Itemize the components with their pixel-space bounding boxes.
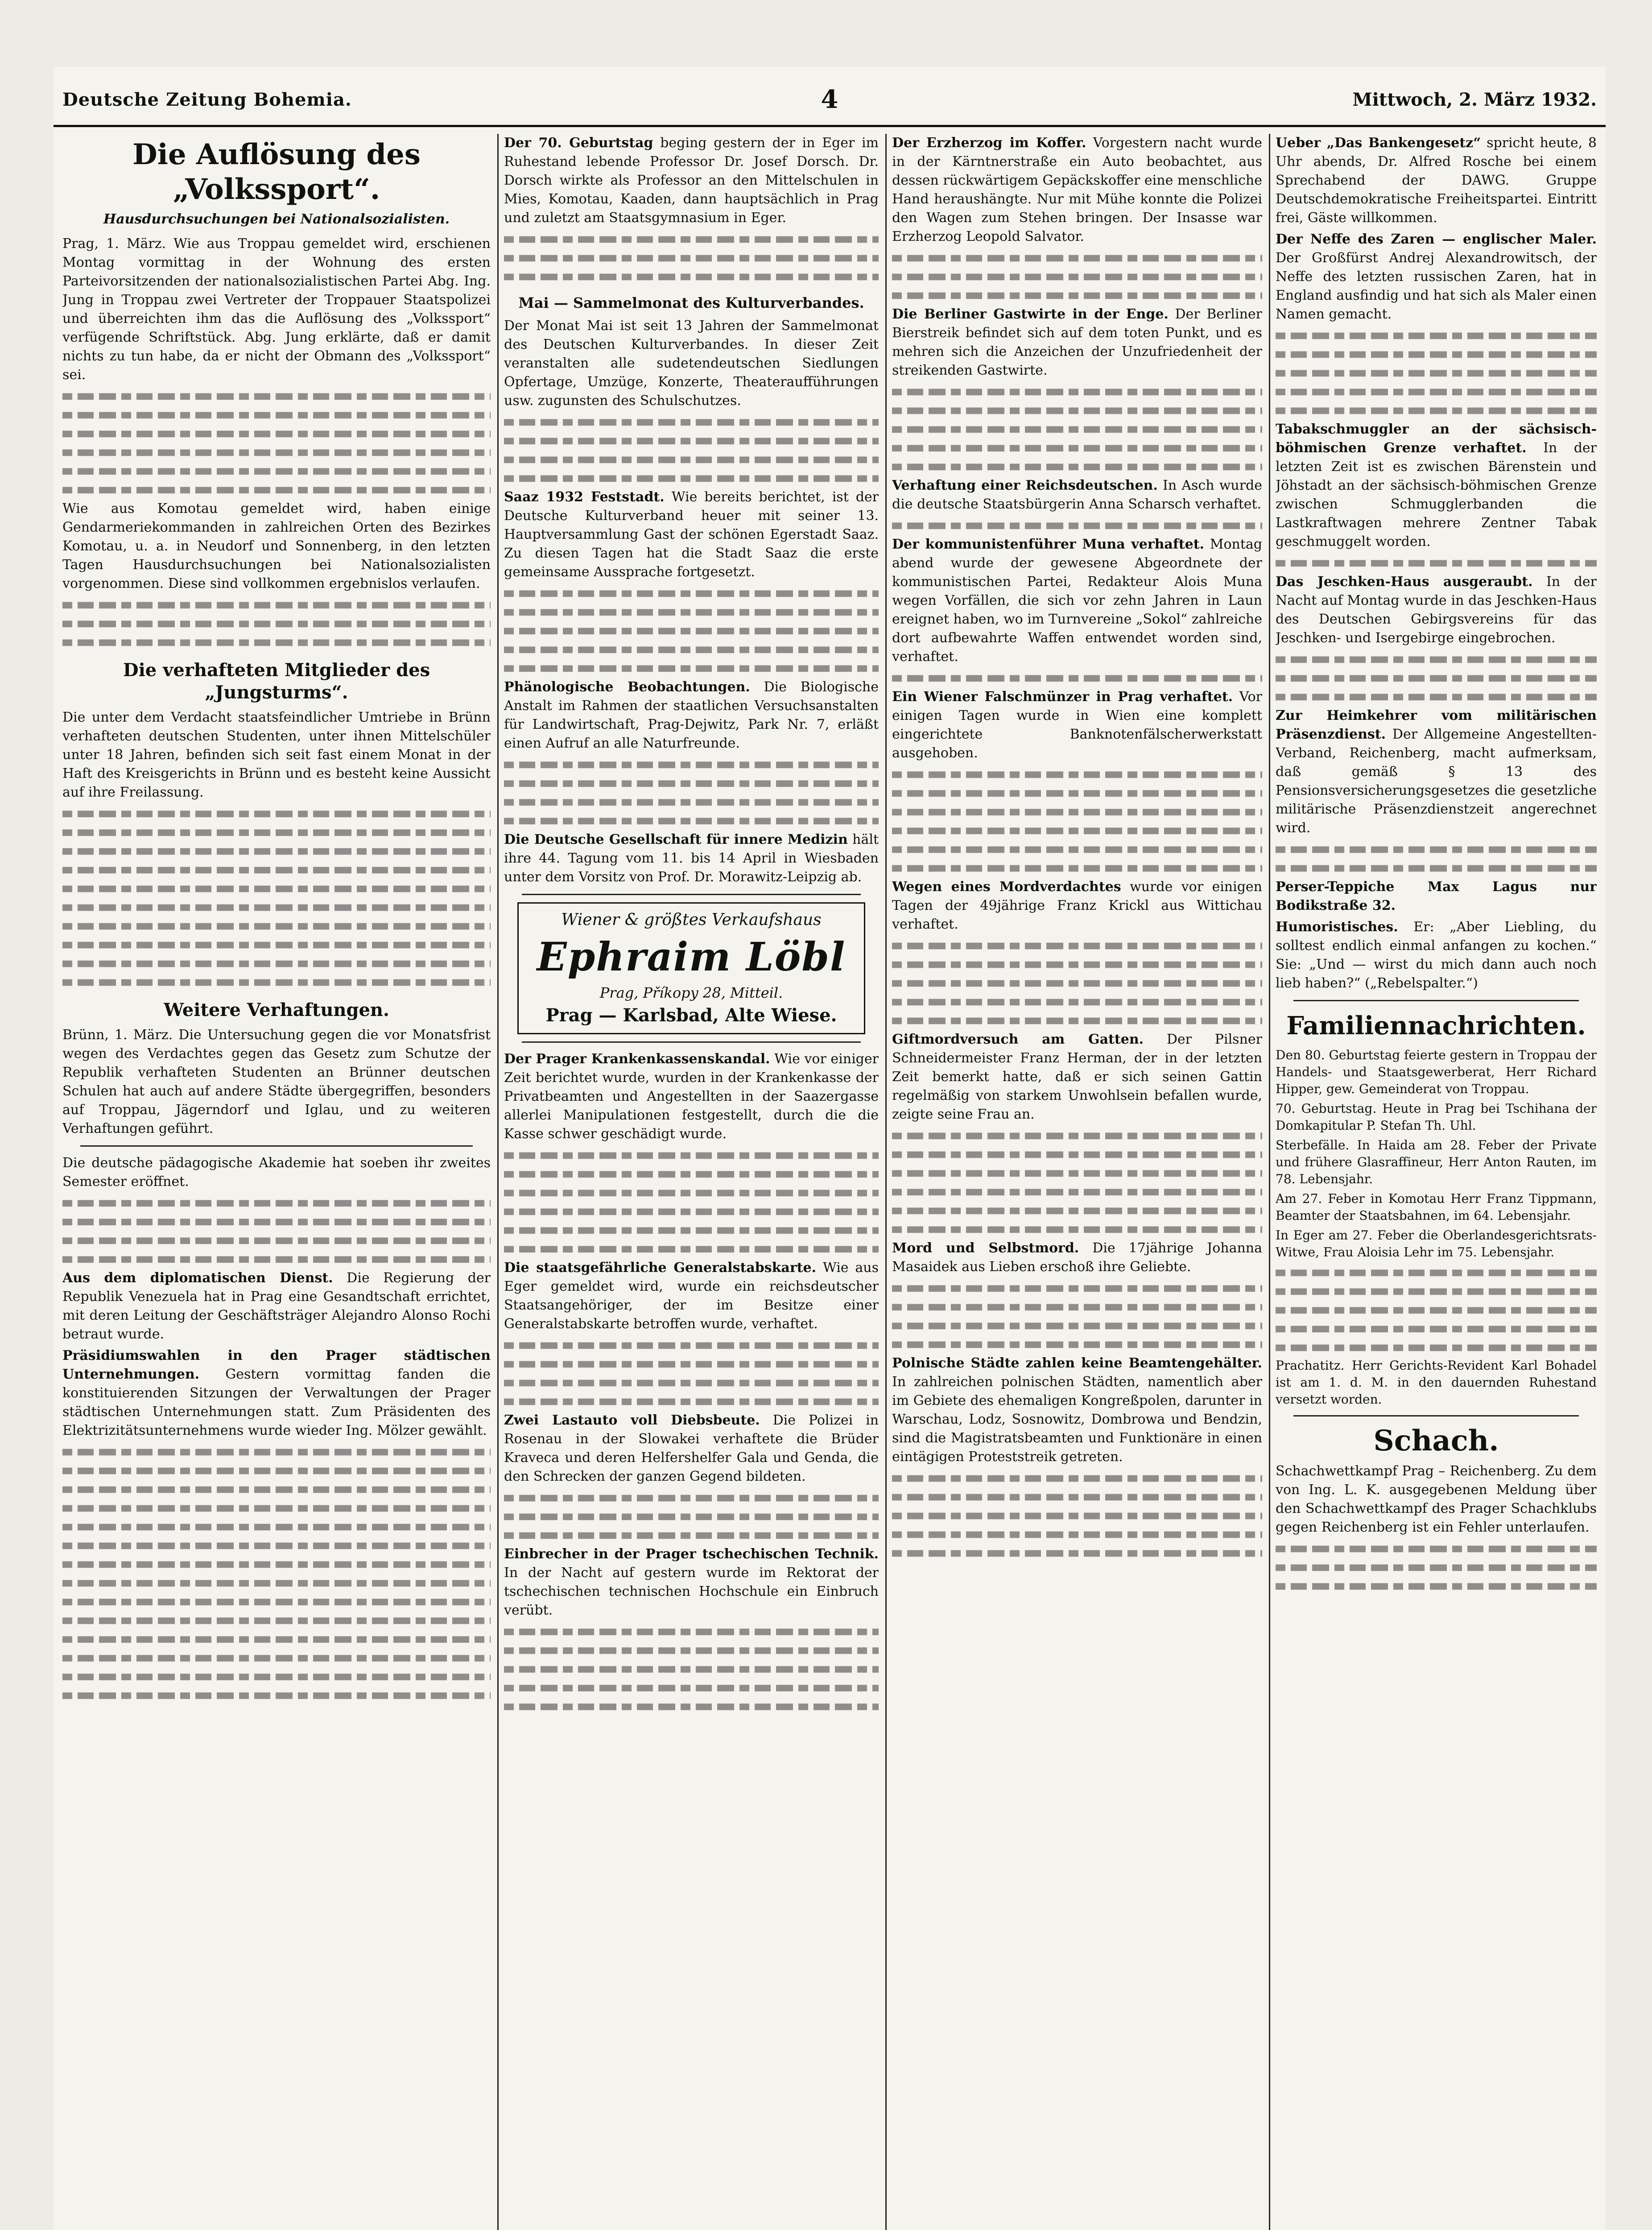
text-lines: [62, 621, 491, 628]
item-title: Der 70. Geburtstag: [504, 135, 653, 151]
article-paragraph: [1276, 573, 1597, 648]
text-lines: [504, 762, 879, 768]
text-lines: [1276, 1288, 1597, 1295]
article-paragraph: [892, 1239, 1262, 1276]
item-title: Wegen eines Mordverdachtes: [892, 879, 1121, 895]
text-lines: [504, 274, 879, 281]
item-title: Tabakschmuggler an der sächsisch-böhmischen Grenze verhaftet.: [1276, 421, 1597, 456]
text-lines: [62, 431, 491, 438]
text-lines: [892, 1323, 1262, 1330]
divider: [80, 1145, 473, 1147]
text-lines: [62, 487, 491, 494]
section-title-chess: Schach.: [1373, 1424, 1499, 1458]
item-title: Der Neffe des Zaren — englischer Maler.: [1276, 231, 1597, 247]
item-text: Er: „Aber Liebling, du solltest endlich einmal anfangen zu kochen.“ Sie: „Und — wirst du mich dann auch noch lieb haben?“ („Rebelspalter.“): [1276, 919, 1597, 991]
item-title: Die staatsgefährliche Generalstabskarte.: [504, 1260, 817, 1276]
family-notices: [1276, 1047, 1597, 1408]
item-text: Vorgestern nacht wurde in der Kärntnerstraße ein Auto beobachtet, aus dessen rückwärtigem Gepäckskoffer eine menschliche Hand heraushängte. Nur mit Mühe konnte die Polizei den Wagen zum Stehen bringen. Der Insasse war Erzherzog Leopold Salvator.: [892, 135, 1262, 244]
masthead: [54, 85, 1606, 127]
item-text: Die Regierung der Republik Venezuela hat in Prag eine Gesandtschaft errichtet, mit deren Leitung der Geschäftsträger Alejandro Alonso Rochi betraut wurde.: [62, 1270, 491, 1342]
column-rule: [885, 134, 887, 2230]
item-title: Perser-Teppiche Max Lagus nur Bodikstraße 32.: [1276, 879, 1597, 913]
text-lines: [892, 943, 1262, 950]
article-paragraph: [892, 1030, 1262, 1124]
family-notice: In Eger am 27. Feber die Oberlandesgerichtsrats-Witwe, Frau Aloisia Lehr im 75. Lebensjahr.: [1276, 1228, 1597, 1260]
text-lines: [892, 1304, 1262, 1311]
text-lines: [1276, 657, 1597, 663]
divider: [522, 1041, 861, 1043]
column-rule: [1269, 134, 1270, 2230]
article-paragraph: Prag, 1. März. Wie aus Troppau gemeldet wird, erschienen Montag vormittag in der Wohnung des ersten Parteivorsitzenden der nationalsozialistischen Partei Abg. Ing. Jung in Troppau zwei Vertreter der Troppauer Staatspolizei und überreichten ihm das die Auflösung des „Volkssport“ verfügende Schriftstück. Abg. Jung erklärte, daß er damit nichts zu tun habe, da er nicht der Obmann des „Volkssport“ sei.: [62, 236, 491, 383]
item-title: Saaz 1932 Feststadt.: [504, 489, 665, 505]
item-title: Polnische Städte zahlen keine Beamtengehälter.: [892, 1355, 1262, 1371]
article-paragraph: [892, 878, 1262, 934]
text-lines: [504, 1361, 879, 1368]
ad-logo: Ephraim Löbl: [537, 933, 846, 980]
item-title: Das Jeschken-Haus ausgeraubt.: [1276, 574, 1533, 590]
text-lines: [504, 780, 879, 787]
text-lines: [892, 809, 1262, 816]
column-2: [504, 134, 879, 2230]
text-lines: [1276, 1546, 1597, 1553]
text-lines: [62, 1238, 491, 1244]
column-rule: [497, 134, 499, 2230]
text-lines: [62, 848, 491, 855]
text-lines: [62, 1200, 491, 1207]
text-lines: [1276, 389, 1597, 396]
text-lines: [504, 1685, 879, 1692]
text-lines: [62, 942, 491, 949]
text-lines: [62, 1693, 491, 1699]
text-lines: [62, 450, 491, 456]
text-lines: [1276, 333, 1597, 339]
text-lines: [892, 1208, 1262, 1214]
item-text: hält ihre 44. Tagung vom 11. bis 14 April in Wiesbaden unter dem Vorsitz von Prof. Dr. Morawitz-Leipzig ab.: [504, 832, 879, 885]
item-text: In der Nacht auf gestern wurde im Rektorat der tschechischen technischen Hochschule ein Einbruch verübt.: [504, 1565, 879, 1618]
text-lines: [1276, 1345, 1597, 1351]
text-lines: [892, 865, 1262, 872]
text-lines: [892, 1494, 1262, 1501]
text-lines: [1276, 351, 1597, 358]
column-3: [892, 134, 1262, 2230]
text-lines: [892, 772, 1262, 778]
text-lines: [892, 1513, 1262, 1520]
item-title: Mord und Selbstmord.: [892, 1240, 1079, 1256]
text-lines: [62, 640, 491, 646]
ad-tagline: Wiener & größtes Verkaufshaus: [561, 911, 822, 929]
family-notice: 70. Geburtstag. Heute in Prag bei Tschihana der Domkapitular P. Stefan Th. Uhl.: [1276, 1101, 1597, 1133]
item-text: Gestern vormittag fanden die konstituierenden Sitzungen der Verwaltungen der Prager städtischen Unternehmungen statt. Zum Präsidenten des Elektrizitätsunternehmens wurde wieder Ing. Mölzer gewählt.: [62, 1367, 491, 1438]
text-lines: [62, 961, 491, 967]
item-text: Wie bereits berichtet, ist der Deutsche Kulturverband heuer mit seiner 13. Hauptversammlung Gast der schönen Egerstadt Saaz. Zu diesen Tagen hat die Stadt Saaz die erste gemeinsame Aussprache fortgesetzt.: [504, 489, 879, 580]
family-notice: Den 80. Geburtstag feierte gestern in Troppau der Handels- und Staatsgewerberat, Herr Richard Hipper, gew. Gemeinderat von Troppau.: [1276, 1048, 1597, 1096]
item-text: Der Allgemeine Angestellten-Verband, Reichenberg, macht aufmerksam, daß gemäß § 13 des Pensionsversicherungsgesetzes die gesetzliche militärische Präsenzdienstzeit angerechnet wird.: [1276, 727, 1597, 836]
item-text: Wie vor einiger Zeit berichtet wurde, wurden in der Krankenkasse der Privatbeamten und Angestellten in der Saazergasse allerlei Manipulationen festgestellt, durch die die Kasse schwer geschädigt wurde.: [504, 1051, 879, 1142]
text-lines: [504, 1666, 879, 1673]
text-lines: [504, 438, 879, 445]
item-title: Einbrecher in der Prager tschechischen Technik.: [504, 1546, 879, 1562]
text-lines: [504, 475, 879, 482]
text-lines: [504, 419, 879, 426]
item-title: Die Berliner Gastwirte in der Enge.: [892, 306, 1169, 322]
article-paragraph: [892, 134, 1262, 246]
advertisement-ephraim-loebl: [517, 902, 865, 1034]
item-text: Wie aus Eger gemeldet wird, wurde ein reichsdeutscher Staatsangehöriger, der im Besitze einer Generalstabskarte betroffen wurde, verhaftet.: [504, 1260, 879, 1332]
text-lines: [504, 1342, 879, 1349]
text-lines: [892, 293, 1262, 299]
text-lines: [892, 408, 1262, 414]
text-lines: [892, 523, 1262, 529]
article-paragraph: Die unter dem Verdacht staatsfeindlicher Umtriebe in Brünn verhafteten deutschen Studenten, unter ihnen Mittelschüler unter 18 Jahren, befinden sich seit fast einem Monat in der Haft des Kreisgerichts in Brünn und es besteht keine Aussicht auf ihre Freilassung.: [62, 710, 491, 800]
article-paragraph: [1276, 230, 1597, 324]
text-lines: [892, 1152, 1262, 1158]
text-lines: [62, 886, 491, 892]
text-lines: [62, 811, 491, 818]
text-lines: [62, 867, 491, 874]
divider: [522, 894, 861, 895]
subheadline: Hausdurchsuchungen bei Nationalsozialisten.: [103, 211, 450, 227]
article-paragraph: Schachwettkampf Prag – Reichenberg. Zu dem von Ing. L. K. ausgegebenen Meldung über den Schachwettkampf des Prager Schachklubs gegen Reichenberg ist ein Fehler unterlaufen.: [1276, 1463, 1597, 1535]
text-lines: [504, 1399, 879, 1405]
article-paragraph: [504, 134, 879, 227]
text-lines: [1276, 675, 1597, 682]
item-text: Die Polizei in Rosenau in der Slowakei verhaftete die Brüder Kraveca und deren Helfershelfer Gala und Genda, die den Schrecken der ganzen Gegend bildeten.: [504, 1412, 879, 1484]
text-lines: [504, 1495, 879, 1502]
text-lines: [892, 1342, 1262, 1348]
text-lines: [1276, 847, 1597, 853]
divider: [1293, 1000, 1579, 1001]
text-lines: [1276, 560, 1597, 567]
item-title: Der Erzherzog im Koffer.: [892, 135, 1086, 151]
item-text: Die Biologische Anstalt im Rahmen der staatlichen Versuchsanstalten für Landwirtschaft, Prag-Dejwitz, Park Nr. 7, erläßt einen Aufruf an alle Naturfreunde.: [504, 679, 879, 751]
item-title: Zwei Lastauto voll Diebsbeute.: [504, 1412, 760, 1428]
text-lines: [504, 628, 879, 635]
item-title: Aus dem diplomatischen Dienst.: [62, 1270, 333, 1286]
text-lines: [504, 1171, 879, 1178]
text-lines: [504, 647, 879, 653]
item-text: beging gestern der in Eger im Ruhestand lebende Professor Dr. Josef Dorsch. Dr. Dorsch wirkte als Professor an den Mittelschulen in Mies, Komotau, Kaaden, dann hauptsächlich in Prag und zuletzt am Staatsgymnasium in Eger.: [504, 135, 879, 226]
article-paragraph: Wie aus Komotau gemeldet wird, haben einige Gendarmeriekommanden in zahlreichen Orten des Bezirkes Komotau, u. a. in Neudorf und Sonnenberg, in den letzten Tagen Hausdurchsuchungen bei Nationalsozialisten vorgenommen. Diese sind vollkommen ergebnislos verlaufen.: [62, 501, 491, 591]
column-1: [62, 134, 491, 2230]
article-paragraph: [504, 1050, 879, 1144]
text-lines: [1276, 370, 1597, 377]
text-lines: [892, 980, 1262, 987]
article-paragraph: [62, 1346, 491, 1440]
item-title: Die Deutsche Gesellschaft für innere Medizin: [504, 832, 848, 847]
text-lines: [62, 602, 491, 609]
text-lines: [62, 393, 491, 400]
text-lines: [504, 818, 879, 825]
paper-name: Deutsche Zeitung Bohemia.: [62, 89, 352, 110]
text-lines: [62, 1487, 491, 1493]
item-text: In Asch wurde die deutsche Staatsbürgerin Anna Scharsch verhaftet.: [892, 478, 1262, 512]
text-lines: [62, 979, 491, 986]
item-text: In der Nacht auf Montag wurde in das Jeschken-Haus des Deutschen Gebirgsvereins für das Jeschken- und Isergebirge eingebrochen.: [1276, 574, 1597, 646]
text-lines: [504, 255, 879, 262]
text-lines: [504, 609, 879, 616]
page-number: 4: [821, 85, 838, 114]
text-lines: [62, 904, 491, 911]
item-title: Verhaftung einer Reichsdeutschen.: [892, 478, 1158, 493]
item-title: Humoristisches.: [1276, 919, 1398, 935]
text-lines: [504, 799, 879, 806]
article-paragraph: [504, 678, 879, 753]
item-text: Der Großfürst Andrej Alexandrowitsch, der Neffe des letzten russischen Zaren, hat in England ausfindig und hat sich als Maler einen Namen gemacht.: [1276, 250, 1597, 322]
item-title: Präsidiumswahlen in den Prager städtischen Unternehmungen.: [62, 1348, 491, 1382]
text-lines: [892, 1475, 1262, 1482]
text-lines: [892, 1170, 1262, 1177]
article-paragraph: [892, 476, 1262, 514]
text-lines: [62, 1505, 491, 1512]
item-text: In der letzten Zeit ist es zwischen Bärenstein und Jöhstadt an der sächsisch-böhmischen Grenze zwischen Schmugglerbanden die Lastkraftwagen mehrere Zentner Tabak geschmuggelt worden.: [1276, 440, 1597, 549]
article-paragraph: Die deutsche pädagogische Akademie hat soeben ihr zweites Semester eröffnet.: [62, 1155, 491, 1189]
text-lines: [892, 464, 1262, 471]
text-lines: [892, 1133, 1262, 1140]
item-text: Der Berliner Bierstreik befindet sich auf dem toten Punkt, und es mehren sich die Anzeichen der Unzufriedenheit der streikenden Gastwirte.: [892, 306, 1262, 378]
text-lines: [62, 1524, 491, 1531]
article-paragraph: [892, 305, 1262, 380]
text-lines: [892, 255, 1262, 262]
headline-volkssport: Die Auflösung des „Volkssport“.: [132, 138, 421, 206]
text-lines: [504, 457, 879, 463]
text-lines: [1276, 865, 1597, 872]
text-lines: [504, 665, 879, 672]
text-lines: [504, 1227, 879, 1234]
item-title: Der kommunistenführer Muna verhaftet.: [892, 537, 1204, 552]
text-lines: [892, 847, 1262, 853]
article-paragraph: [504, 1411, 879, 1486]
item-title: Ueber „Das Bankengesetz“: [1276, 135, 1481, 151]
article-paragraph: [892, 688, 1262, 763]
text-lines: [62, 1449, 491, 1456]
item-text: Die 17jährige Johanna Masaidek aus Lieben erschoß ihre Geliebte.: [892, 1240, 1262, 1275]
text-lines: [1276, 1565, 1597, 1571]
text-lines: [62, 830, 491, 836]
item-text: spricht heute, 8 Uhr abends, Dr. Alfred Rosche bei einem Sprechabend der DAWG. Gruppe Deutschdemokratische Freiheitspartei. Eintritt frei, Gäste willkommen.: [1276, 135, 1597, 226]
item-text: Montag abend wurde der gewesene Abgeordnete der kommunistischen Partei, Redakteur Alois Muna wegen Vorfällen, die sich vor zehn Jahren in Laun ereignet haben, wo im Turnvereine „Sokol“ zahlreiche dort aufbewahrte Waffen entwendet worden sind, verhaftet.: [892, 537, 1262, 665]
text-lines: [504, 1648, 879, 1654]
section-title: Mai — Sammelmonat des Kulturverbandes.: [518, 294, 864, 311]
item-title: Phänologische Beobachtungen.: [504, 679, 750, 695]
article-paragraph: [1276, 706, 1597, 838]
text-lines: [62, 1256, 491, 1263]
article-paragraph: [1276, 134, 1597, 227]
text-lines: [892, 1550, 1262, 1557]
family-notice: Am 27. Feber in Komotau Herr Franz Tippmann, Beamter der Staatsbahnen, im 64. Lebensjahr.: [1276, 1191, 1597, 1223]
article-paragraph: [504, 488, 879, 582]
divider: [1293, 1415, 1579, 1416]
issue-date: Mittwoch, 2. März 1932.: [1352, 89, 1597, 110]
text-lines: [1276, 1326, 1597, 1333]
text-lines: [892, 1226, 1262, 1233]
ad-locations: Prag — Karlsbad, Alte Wiese.: [545, 1005, 837, 1026]
text-lines: [504, 1209, 879, 1215]
article-paragraph: [504, 1545, 879, 1620]
ad-address: Prag, Příkopy 28, Mitteil.: [599, 984, 783, 1001]
text-lines: [892, 389, 1262, 396]
text-lines: [892, 1285, 1262, 1292]
article-paragraph: [1276, 878, 1597, 915]
text-lines: [62, 1674, 491, 1681]
article-paragraph: Brünn, 1. März. Die Untersuchung gegen die vor Monatsfrist wegen des Verdachtes gegen das Gesetz zum Schutze der Republik verhafteten Studenten an Brünner deutschen Schulen hat auch auf andere Städte übergegriffen, besonders auf Troppau, Jägerndorf und Iglau, und zu weiteren Verhaftungen geführt.: [62, 1027, 491, 1136]
item-text: Vor einigen Tagen wurde in Wien eine komplett eingerichtete Banknotenfälscherwerkstatt ausgehoben.: [892, 689, 1262, 761]
text-lines: [62, 412, 491, 419]
text-lines: [1276, 1270, 1597, 1276]
text-lines: [892, 274, 1262, 281]
item-title: Ein Wiener Falschmünzer in Prag verhaftet.: [892, 689, 1233, 705]
text-lines: [1276, 1307, 1597, 1314]
item-title: Giftmordversuch am Gatten.: [892, 1032, 1144, 1047]
item-title: Zur Heimkehrer vom militärischen Präsenzdienst.: [1276, 708, 1597, 742]
text-lines: [62, 1618, 491, 1624]
text-lines: [62, 1580, 491, 1587]
article-paragraph: [1276, 918, 1597, 993]
article-paragraph: [892, 535, 1262, 666]
text-lines: [892, 445, 1262, 452]
text-lines: [62, 1543, 491, 1549]
text-lines: [892, 828, 1262, 834]
text-lines: [1276, 408, 1597, 414]
text-lines: [504, 1532, 879, 1539]
item-text: wurde vor einigen Tagen der 49jährige Franz Krickl aus Wittichau verhaftet.: [892, 879, 1262, 932]
item-text: Der Pilsner Schneidermeister Franz Herman, der in der letzten Zeit bemerkt hatte, daß er sich seinen Gattin regelmäßig von starkem Unwohlsein befallen wurde, zeigte seine Frau an.: [892, 1032, 1262, 1122]
text-lines: [892, 426, 1262, 433]
text-lines: [62, 1636, 491, 1643]
article-paragraph: [504, 1259, 879, 1334]
text-lines: [504, 1704, 879, 1710]
text-lines: [892, 675, 1262, 682]
article-paragraph: [1276, 420, 1597, 551]
family-notice: Sterbefälle. In Haida am 28. Feber der Private und frühere Glasraffineur, Herr Anton Rauten, im 78. Lebensjahr.: [1276, 1138, 1597, 1186]
text-lines: [504, 1514, 879, 1520]
column-4: [1276, 134, 1597, 2230]
text-lines: [892, 790, 1262, 797]
text-lines: [892, 1018, 1262, 1024]
text-lines: [892, 1532, 1262, 1538]
article-paragraph: [62, 1269, 491, 1344]
section-title: Die verhafteten Mitglieder des „Jungsturms“.: [123, 660, 430, 703]
text-lines: [504, 1380, 879, 1387]
text-lines: [504, 1152, 879, 1159]
text-lines: [504, 236, 879, 243]
text-lines: [1276, 694, 1597, 701]
text-lines: [504, 1190, 879, 1197]
article-paragraph: Der Monat Mai ist seit 13 Jahren der Sammelmonat des Deutschen Kulturverbandes. In dieser Zeit veranstalten alle sudetendeutschen Siedlungen Opfertage, Umzüge, Konzerte, Theateraufführungen usw. zugunsten des Schulschutzes.: [504, 318, 879, 409]
text-lines: [62, 1219, 491, 1226]
text-lines: [62, 468, 491, 475]
text-lines: [504, 1246, 879, 1253]
text-lines: [1276, 1583, 1597, 1590]
text-lines: [892, 999, 1262, 1006]
newspaper-page: [54, 67, 1606, 2230]
article-paragraph: [892, 1354, 1262, 1466]
text-lines: [504, 1629, 879, 1635]
text-lines: [62, 1599, 491, 1606]
text-lines: [892, 962, 1262, 968]
section-title: Weitere Verhaftungen.: [164, 999, 389, 1020]
family-notice: Prachatitz. Herr Gerichts-Revident Karl Bohadel ist am 1. d. M. in den dauernden Ruhestand versetzt worden.: [1276, 1358, 1597, 1407]
text-lines: [892, 1189, 1262, 1196]
text-lines: [62, 1468, 491, 1474]
text-lines: [62, 923, 491, 930]
text-lines: [62, 1655, 491, 1662]
item-text: In zahlreichen polnischen Städten, namentlich aber im Gebiete des ehemaligen Kongreßpolen, darunter in Warschau, Lodz, Sosnowitz, Dombrowa und Bendzin, sind die Magistratsbeamten und Funktionäre in einen eintägigen Proteststreik getreten.: [892, 1374, 1262, 1465]
item-title: Der Prager Krankenkassenskandal.: [504, 1051, 770, 1067]
text-lines: [62, 1561, 491, 1568]
article-paragraph: [504, 830, 879, 887]
text-lines: [504, 591, 879, 597]
section-title-family: Familiennachrichten.: [1286, 1011, 1586, 1041]
